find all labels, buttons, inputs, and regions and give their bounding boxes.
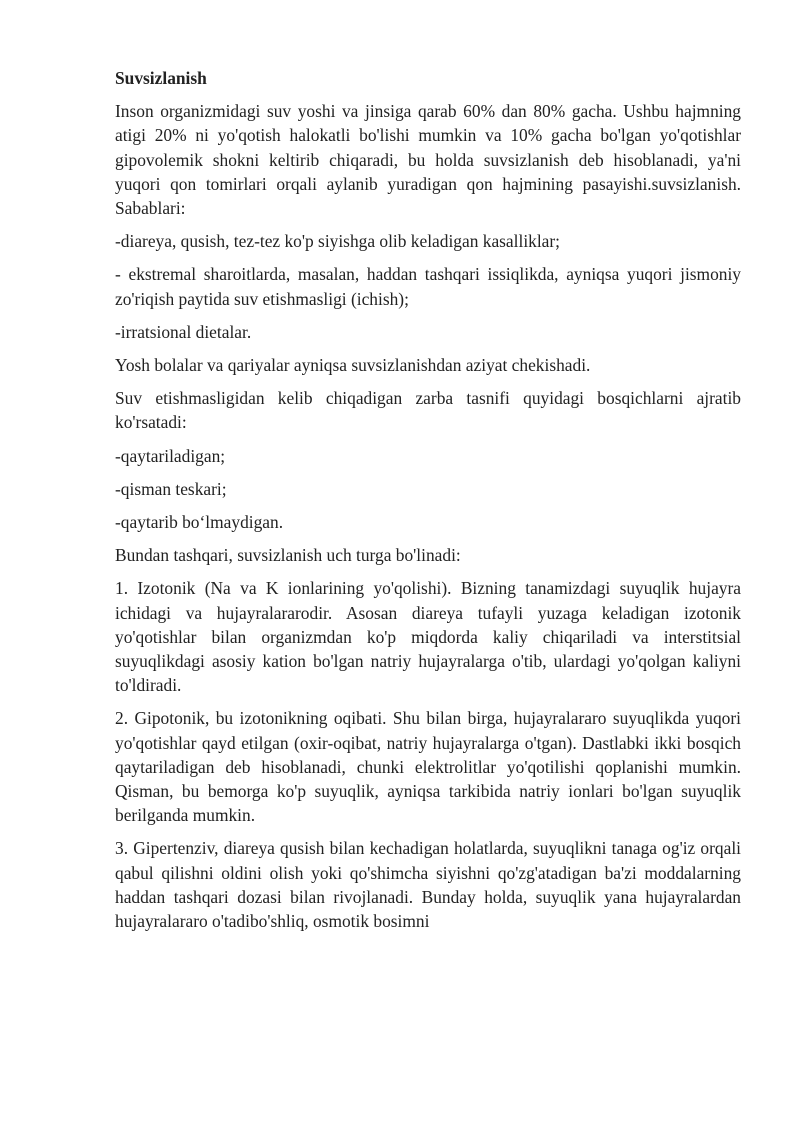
cause-item-diarrhea: -diareya, qusish, tez-tez ko'p siyishga olib keladigan kasalliklar; <box>115 231 561 252</box>
stage-item-reversible: -qaytariladigan; <box>115 445 226 466</box>
paragraph-shock-classification: Suv etishmasligidan kelib chiqadigan zarba tasnifi quyidagi bosqichlarni ajratib ko'rsatadi: <box>115 388 741 433</box>
stage-item-partially-reversible: -qisman teskari; <box>115 478 227 499</box>
paragraph-intro: Inson organizmidagi suv yoshi va jinsiga qarab 60% dan 80% gacha. Ushbu hajmning atigi 20% ni yo'qotish halokatli bo'lishi mumkin va 10% gacha bo'lgan yo'qotishlar gipovolemik shokni keltirib chiqaradi, bu holda suvsizlanish deb hisoblanadi, ya'ni yuqori qon tomirlari orqali aylanib yuradigan qon hajmining pasayishi.suvsizlanish. Sabablari: <box>115 101 741 219</box>
cause-item-extreme-conditions: - ekstremal sharoitlarda, masalan, haddan tashqari issiqlikda, ayniqsa yuqori jismoniy zo'riqish paytida suv etishmasligi (ichish); <box>115 264 741 309</box>
paragraph-risk-groups: Yosh bolalar va qariyalar ayniqsa suvsizlanishdan aziyat chekishadi. <box>115 355 591 376</box>
type-item-hypotonic: 2. Gipotonik, bu izotonikning oqibati. Shu bilan birga, hujayralararo suyuqlikda yuqori yo'qotishlar qayd etilgan (oxir-oqibat, natriy hujayralarga o'tgan). Dastlabki ikki bosqich qaytariladigan deb hisoblanadi, chunki elektrolitlar yo'qotilishi qoplanishi mumkin. Qisman, bu bemorga ko'p suyuqlik, ayniqsa tarkibida natriy ionlari bo'lgan suyuqlik berilganda mumkin. <box>115 708 741 826</box>
document-title: Suvsizlanish <box>115 68 207 88</box>
type-item-hypertensive: 3. Gipertenziv, diareya qusish bilan kechadigan holatlarda, suyuqlikni tanaga og'iz orqali qabul qilishni oldini olish yoki qo'shimcha siyishni qo'zg'atadigan ba'zi moddalarning haddan tashqari dozasi bilan rivojlanadi. Bunday holda, suyuqlik yana hujayralardan hujayralararo o'tadibo'shliq, osmotik bosimni <box>115 838 741 932</box>
document-page <box>115 66 741 942</box>
cause-item-diets: -irratsional dietalar. <box>115 321 252 342</box>
stage-item-irreversible: -qaytarib bo‘lmaydigan. <box>115 512 284 533</box>
type-item-isotonic: 1. Izotonik (Na va K ionlarining yo'qolishi). Bizning tanamizdagi suyuqlik hujayra ichidagi va hujayralararodir. Asosan diareya tufayli yuzaga keladigan izotonik yo'qotishlar bilan organizmdan ko'p miqdorda kaliy chiqariladi va interstitsial suyuqlikdagi asosiy kation bo'lgan natriy hujayralarga o'tib, ulardagi yo'qolgan kaliyni to'ldiradi. <box>115 578 741 696</box>
paragraph-types-intro: Bundan tashqari, suvsizlanish uch turga bo'linadi: <box>115 545 461 566</box>
